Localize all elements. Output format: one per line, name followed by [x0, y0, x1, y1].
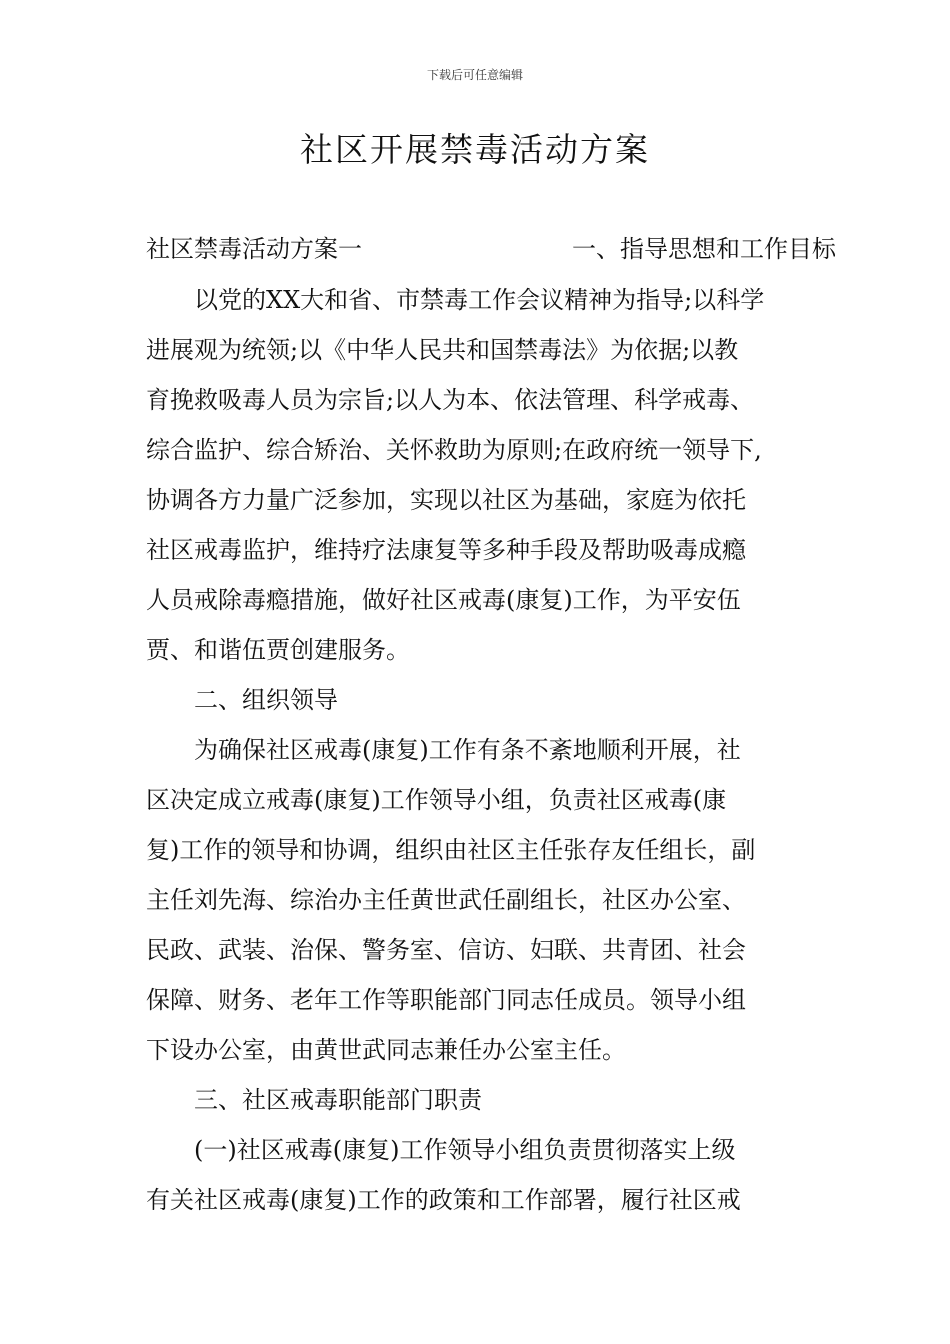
header-note: 下载后可任意编辑: [426, 68, 523, 82]
paragraph-line: (一)社区戒毒(康复)工作领导小组负责贯彻落实上级: [146, 1136, 736, 1164]
paragraph-line: 复)工作的领导和协调，组织由社区主任张存友任组长，副: [146, 836, 756, 864]
paragraph-line: 人员戒除毒瘾措施，做好社区戒毒(康复)工作，为平安伍: [146, 586, 741, 614]
intro-left: 社区禁毒活动方案一: [146, 235, 362, 263]
paragraph-line: 下设办公室，由黄世武同志兼任办公室主任。: [146, 1036, 626, 1064]
paragraph-line: 综合监护、综合矫治、关怀救助为原则;在政府统一领导下,: [146, 436, 762, 464]
document-title: 社区开展禁毒活动方案: [300, 130, 650, 169]
paragraph-line: 有关社区戒毒(康复)工作的政策和工作部署，履行社区戒: [146, 1186, 741, 1214]
paragraph-line: 育挽救吸毒人员为宗旨;以人为本、依法管理、科学戒毒、: [146, 386, 755, 414]
paragraph-line: 贾、和谐伍贾创建服务。: [146, 636, 410, 664]
paragraph-line: 协调各方力量广泛参加，实现以社区为基础，家庭为依托: [146, 486, 746, 514]
paragraph-line: 主任刘先海、综治办主任黄世武任副组长，社区办公室、: [146, 886, 746, 914]
section-heading: 三、社区戒毒职能部门职责: [146, 1086, 482, 1114]
paragraph-line: 民政、武装、治保、警务室、信访、妇联、共青团、社会: [146, 936, 746, 964]
section-heading: 二、组织领导: [146, 686, 338, 714]
intro-right: 一、指导思想和工作目标: [572, 235, 836, 263]
intro-line: [146, 231, 836, 267]
paragraph-line: 进展观为统领;以《中华人民共和国禁毒法》为依据;以教: [146, 336, 739, 364]
paragraph-line: 区决定成立戒毒(康复)工作领导小组，负责社区戒毒(康: [146, 786, 727, 814]
paragraph-line: 以党的XX大和省、市禁毒工作会议精神为指导;以科学: [146, 286, 765, 314]
paragraph-line: 为确保社区戒毒(康复)工作有条不紊地顺利开展，社: [146, 736, 741, 764]
paragraph-line: 保障、财务、老年工作等职能部门同志任成员。领导小组: [146, 986, 746, 1014]
paragraph-line: 社区戒毒监护，维持疗法康复等多种手段及帮助吸毒成瘾: [146, 536, 746, 564]
